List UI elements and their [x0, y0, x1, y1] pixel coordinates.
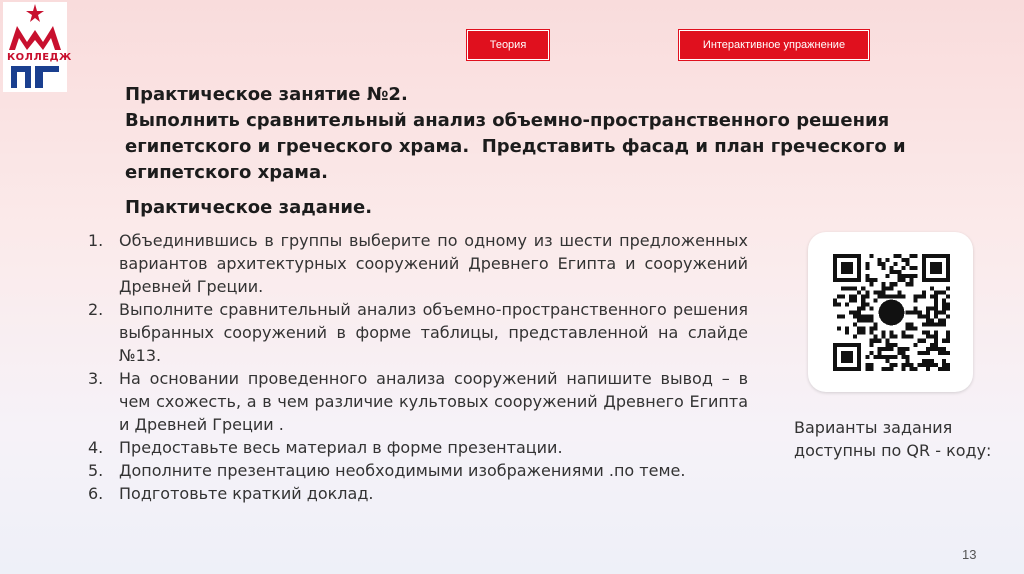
list-item: [88, 459, 748, 482]
list-text: На основании проведенного анализа сооружений напишите вывод – в чем схожесть, а в чем различие культовых сооружений Древнего Египта и Древней Греции .: [119, 369, 748, 434]
qr-code-icon: [833, 254, 950, 371]
list-text: Выполните сравнительный анализ объемно-пространственного решения выбранных сооружений в форме таблицы, представленной на слайде №13.: [119, 300, 748, 365]
section-heading: Практическое задание.: [125, 197, 373, 218]
list-item: [88, 436, 748, 459]
list-number: 2.: [88, 300, 104, 319]
title-line: египетского и греческого храма. Представить фасад и план греческого и: [125, 136, 906, 157]
qr-caption: [794, 416, 1014, 462]
list-text: Подготовьте краткий доклад.: [119, 484, 374, 503]
page-number: 13: [962, 547, 977, 562]
interactive-exercise-button[interactable]: Интерактивное упражнение: [679, 30, 869, 60]
college-logo: [3, 2, 72, 92]
list-number: 6.: [88, 484, 104, 503]
logo-emblem-icon: [3, 2, 72, 92]
list-text: Предоставьте весь материал в форме презентации.: [119, 438, 563, 457]
title-line: Практическое занятие №2.: [125, 84, 408, 105]
page-title: [125, 82, 925, 186]
task-list: [88, 229, 748, 505]
theory-button[interactable]: Теория: [467, 30, 549, 60]
list-text: Дополните презентацию необходимыми изображениями .по теме.: [119, 461, 686, 480]
list-text: Объединившись в группы выберите по одному из шести предложенных вариантов архитектурных сооружений Древнего Египта и сооружений Древней Греции.: [119, 231, 748, 296]
qr-code-card[interactable]: [808, 232, 973, 392]
list-item: [88, 298, 748, 367]
list-number: 5.: [88, 461, 104, 480]
logo-word: КОЛЛЕДЖ: [7, 52, 72, 63]
list-number: 1.: [88, 231, 104, 250]
list-item: [88, 367, 748, 436]
list-item: [88, 482, 748, 505]
qr-caption-line: доступны по QR - коду:: [794, 441, 992, 460]
list-number: 4.: [88, 438, 104, 457]
list-number: 3.: [88, 369, 104, 388]
list-item: [88, 229, 748, 298]
title-line: египетского храма.: [125, 162, 328, 183]
qr-caption-line: Варианты задания: [794, 418, 953, 437]
title-line: Выполнить сравнительный анализ объемно-пространственного решения: [125, 110, 890, 131]
